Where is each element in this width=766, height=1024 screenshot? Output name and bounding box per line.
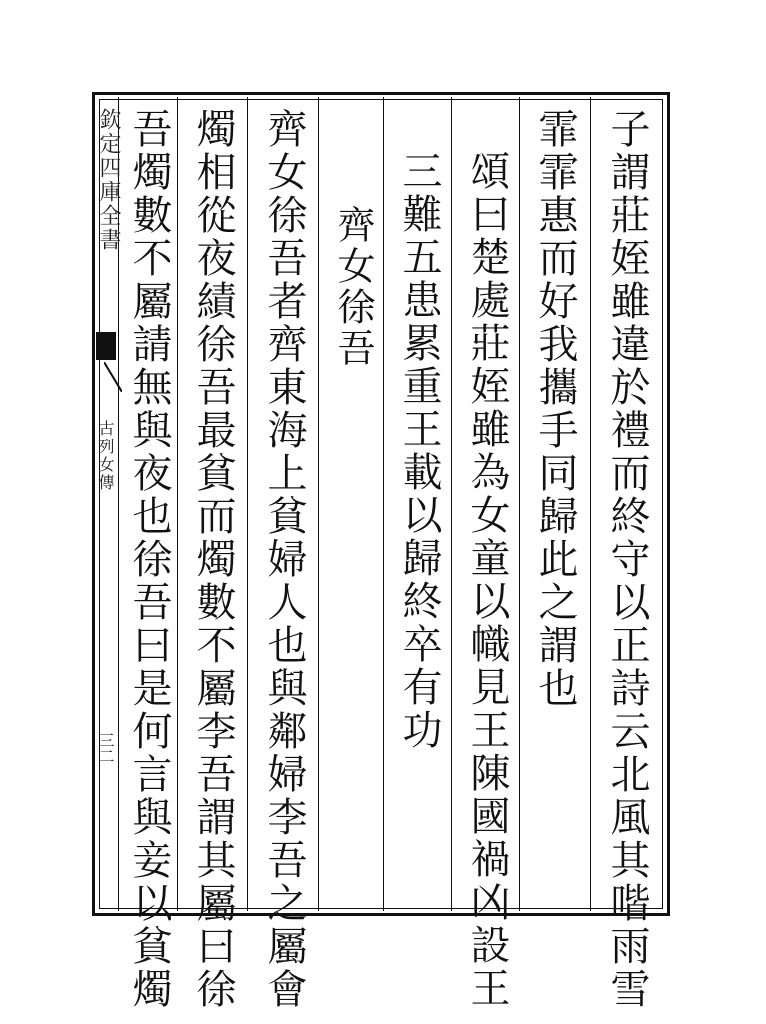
text-column-7: 燭相從夜績徐吾最貧而燭數不屬李吾謂其屬曰徐 xyxy=(190,108,236,1011)
margin-collection-title: 欽定四庫全書 xyxy=(96,108,121,252)
text-column-6: 齊女徐吾者齊東海上貧婦人也與鄰婦李吾之屬會 xyxy=(261,108,307,1011)
page-border xyxy=(92,92,670,916)
margin-book-title: 古列女傳 xyxy=(96,420,115,492)
text-column-2: 霏霏惠而好我攜手同歸此之謂也 xyxy=(532,108,578,710)
column-rule xyxy=(590,97,591,911)
column-rule xyxy=(383,97,384,911)
column-rule xyxy=(519,97,520,911)
fishtail-stroke xyxy=(104,362,122,392)
column-rule xyxy=(247,97,248,911)
text-column-3: 頌曰楚處莊姪雖為女童以幟見王陳國禍凶設王 xyxy=(464,150,510,1010)
column-rule xyxy=(451,97,452,911)
column-rule xyxy=(318,97,319,911)
text-column-8: 吾燭數不屬請無與夜也徐吾曰是何言與妾以貧燭 xyxy=(126,108,172,1011)
text-column-1: 子謂莊姪雖違於禮而終守以正詩云北風其喈雨雪 xyxy=(604,108,650,1011)
fishtail-mark xyxy=(96,332,116,360)
text-column-4: 三難五患累重王載以歸終卒有功 xyxy=(396,150,442,752)
section-heading: 齊女徐吾 xyxy=(331,205,375,369)
margin-page-number: 三二 xyxy=(96,732,115,764)
column-rule xyxy=(177,97,178,911)
